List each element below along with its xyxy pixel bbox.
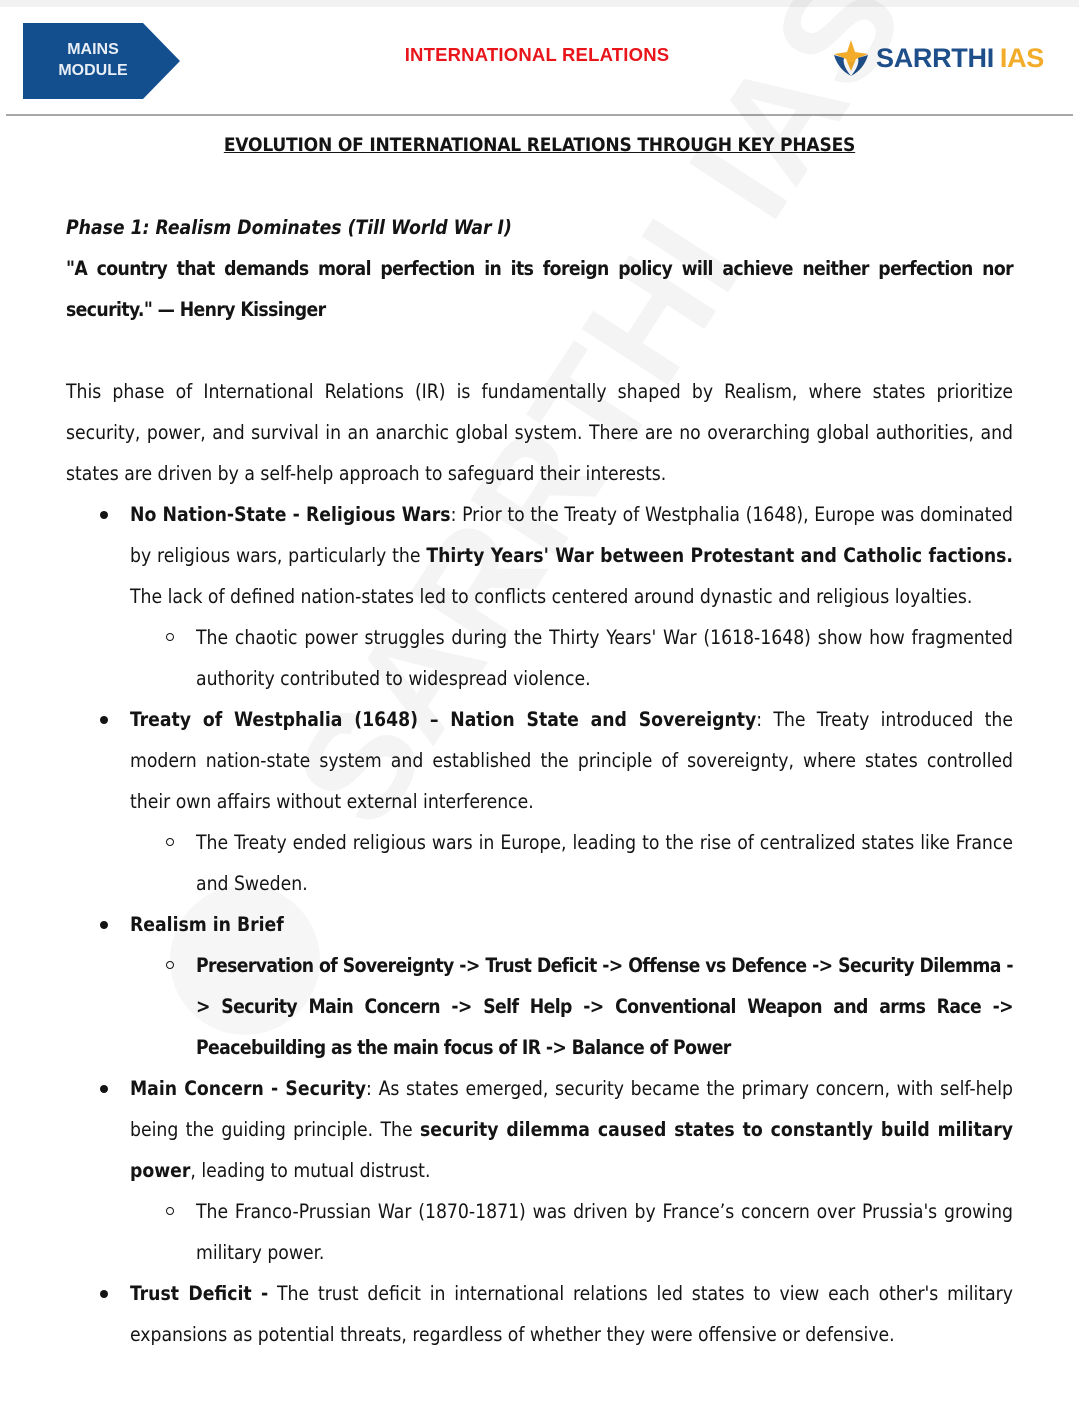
bullet-term: Realism in Brief	[130, 913, 284, 936]
bullet-term: No Nation-State - Religious Wars	[130, 503, 451, 526]
sub-bullet-list	[130, 945, 1013, 1068]
header-divider	[6, 114, 1073, 116]
logo-name-primary: SARRTHI	[876, 42, 994, 73]
bullet-text: The lack of defined nation-states led to conflicts centered around dynastic and religious loyalties.	[130, 585, 973, 608]
bullet-term: Main Concern - Security	[130, 1077, 367, 1100]
bullet-text: The Treaty introduced the modern nation-state system and established the principle of sovereignty, where states controlled their own affairs without external interference.	[130, 708, 1013, 813]
bullet-text: Prior to the Treaty of Westphalia (1648), Europe was dominated by religious wars, particularly the	[130, 503, 1013, 567]
logo-name-accent: IAS	[999, 42, 1045, 73]
bullet-text: As states emerged, security became the primary concern, with self-help being the guiding principle. The	[130, 1077, 1013, 1141]
sub-bullet: The Treaty ended religious wars in Europe, leading to the rise of centralized states like France and Sweden.	[130, 822, 1013, 904]
top-strip	[0, 0, 1079, 7]
bullet-trust-deficit	[66, 1273, 1013, 1355]
bullet-term: Trust Deficit -	[130, 1282, 269, 1305]
sub-bullet-list	[130, 1191, 1013, 1273]
bullet-term: Treaty of Westphalia (1648) – Nation State and Sovereignty	[130, 708, 757, 731]
sub-bullet-list	[130, 822, 1013, 904]
sub-bullet: The Franco-Prussian War (1870-1871) was driven by France’s concern over Prussia's growing military power.	[130, 1191, 1013, 1273]
bullet-text: , leading to mutual distrust.	[190, 1159, 431, 1182]
intro-paragraph: This phase of International Relations (IR) is fundamentally shaped by Realism, where states prioritize security, power, and survival in an anarchic global system. There are no overarching global authorities, and states are driven by a self-help approach to safeguard their interests.	[66, 380, 1013, 485]
bullet-text: The trust deficit in international relations led states to view each other's military expansions as potential threats, regardless of whether they were offensive or defensive.	[130, 1282, 1013, 1346]
document-body	[66, 125, 1013, 1355]
sub-bullet-list	[130, 617, 1013, 699]
badge-line1: MAINS	[67, 41, 119, 58]
sub-bullet-realism-chain: Preservation of Sovereignty -> Trust Deficit -> Offense vs Defence -> Security Dilemma -> Security Main Concern -> Self Help -> Conventional Weapon and arms Race -> Peacebuilding as the main focus of IR -> Balance of Power	[130, 945, 1013, 1068]
bullet-westphalia: Treaty of Westphalia (1648) – Nation State and Sovereignty: The Treaty introduced the modern nation-state system and established the principle of sovereignty, where states controlled their own affairs without external interference. The Treaty ended religious wars in Europe, leading to the rise of centralized states like France and Sweden.	[66, 699, 1013, 904]
bullet-religious-wars: No Nation-State - Religious Wars: Prior to the Treaty of Westphalia (1648), Europe was dominated by religious wars, particularly the Thirty Years' War between Protestant and Catholic factions. The lack of defined nation-states led to conflicts centered around dynastic and religious loyalties. The chaotic power struggles during the Thirty Years' War (1618-1648) show how fragmented authority contributed to widespread violence.	[66, 494, 1013, 699]
bullet-main-concern-security: Main Concern - Security: As states emerged, security became the primary concern, with self-help being the guiding principle. The security dilemma caused states to constantly build military power, leading to mutual distrust. The Franco-Prussian War (1870-1871) was driven by France’s concern over Prussia's growing military power.	[66, 1068, 1013, 1273]
bullet-realism-in-brief	[66, 904, 1013, 1068]
document-title: EVOLUTION OF INTERNATIONAL RELATIONS THROUGH KEY PHASES	[223, 134, 856, 156]
kissinger-quote: "A country that demands moral perfection in its foreign policy will achieve neither perfection nor security." — Henry Kissinger	[66, 257, 1013, 321]
bullet-list	[66, 494, 1013, 1355]
bullet-emphasis: security dilemma caused states to constantly build military power	[130, 1118, 1013, 1182]
subject-heading: INTERNATIONAL RELATIONS	[404, 44, 670, 65]
bullet-emphasis: Thirty Years' War between Protestant and Catholic factions.	[426, 544, 1013, 567]
badge-line2: MODULE	[58, 62, 128, 79]
phase-heading: Phase 1: Realism Dominates (Till World War I)	[66, 216, 512, 239]
sub-bullet: The chaotic power struggles during the Thirty Years' War (1618-1648) show how fragmented authority contributed to widespread violence.	[130, 617, 1013, 699]
